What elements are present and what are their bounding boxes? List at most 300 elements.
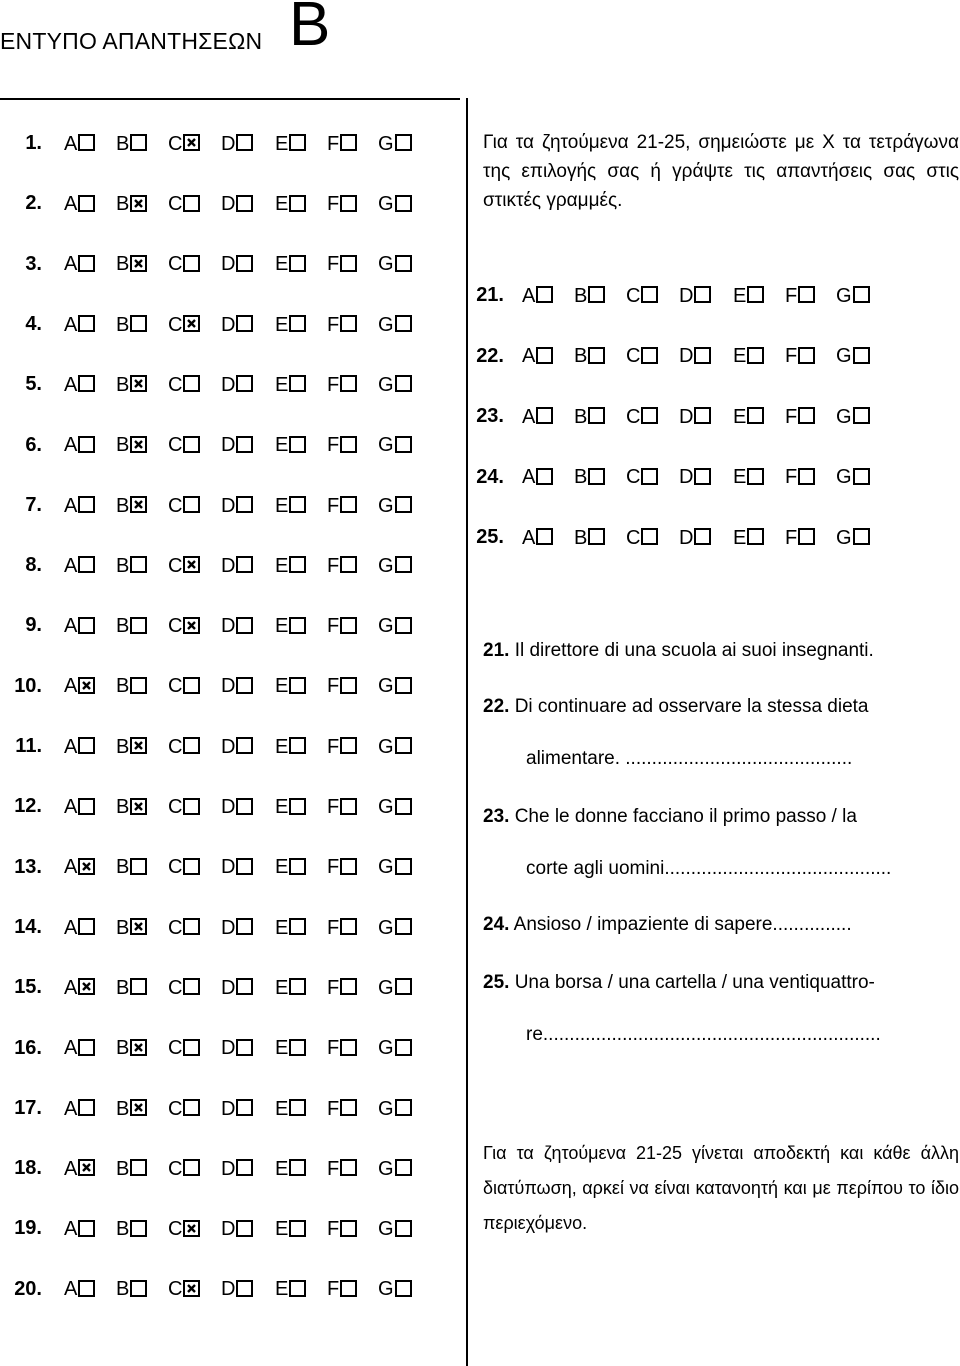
checkbox[interactable] bbox=[236, 496, 253, 513]
checkbox[interactable] bbox=[340, 1220, 357, 1237]
checkbox[interactable] bbox=[236, 255, 253, 272]
checkbox[interactable] bbox=[78, 1039, 95, 1056]
question-number: 25. bbox=[476, 526, 504, 548]
option-d bbox=[221, 309, 253, 340]
checkbox[interactable] bbox=[588, 468, 605, 485]
option-b bbox=[116, 369, 147, 400]
checkbox[interactable] bbox=[340, 1039, 357, 1056]
checked-checkbox[interactable] bbox=[130, 436, 147, 453]
option-f bbox=[785, 280, 815, 311]
option-letter: D bbox=[221, 735, 236, 758]
option-letter: E bbox=[275, 1037, 289, 1060]
option-letter: D bbox=[221, 615, 236, 638]
option-letter: F bbox=[327, 494, 340, 517]
option-letter: A bbox=[64, 1157, 78, 1180]
checked-checkbox[interactable] bbox=[130, 255, 147, 272]
option-e bbox=[733, 522, 764, 553]
checked-checkbox[interactable] bbox=[183, 134, 200, 151]
checkbox[interactable] bbox=[289, 1159, 306, 1176]
option-a bbox=[64, 1093, 95, 1124]
checkbox[interactable] bbox=[340, 556, 357, 573]
checkbox[interactable] bbox=[395, 1099, 412, 1116]
form-title: ΕΝΤΥΠΟ ΑΠΑΝΤΗΣΕΩΝ bbox=[0, 28, 263, 54]
checkbox[interactable] bbox=[289, 918, 306, 935]
option-e bbox=[275, 550, 306, 581]
checkbox[interactable] bbox=[289, 677, 306, 694]
checked-checkbox[interactable] bbox=[130, 496, 147, 513]
option-g bbox=[378, 972, 412, 1003]
checkbox[interactable] bbox=[130, 556, 147, 573]
option-letter: E bbox=[275, 253, 289, 276]
checked-checkbox[interactable] bbox=[130, 195, 147, 212]
checkbox[interactable] bbox=[236, 677, 253, 694]
option-letter: E bbox=[275, 615, 289, 638]
option-letter: A bbox=[64, 916, 78, 939]
option-e bbox=[275, 610, 306, 641]
option-a bbox=[522, 401, 553, 432]
checkbox[interactable] bbox=[641, 528, 658, 545]
option-letter: C bbox=[626, 466, 641, 489]
checkbox[interactable] bbox=[183, 1039, 200, 1056]
checkbox[interactable] bbox=[395, 1159, 412, 1176]
option-letter: C bbox=[168, 193, 183, 216]
option-e bbox=[733, 462, 764, 493]
written-answer-line bbox=[483, 806, 857, 828]
checkbox[interactable] bbox=[747, 347, 764, 364]
option-g bbox=[836, 341, 870, 372]
checkbox[interactable] bbox=[78, 195, 95, 212]
option-a bbox=[64, 550, 95, 581]
option-a bbox=[64, 1213, 95, 1244]
question-row bbox=[462, 280, 882, 310]
option-letter: F bbox=[327, 132, 340, 155]
checkbox[interactable] bbox=[78, 436, 95, 453]
checkbox[interactable] bbox=[340, 978, 357, 995]
option-letter: F bbox=[327, 1097, 340, 1120]
checkbox[interactable] bbox=[130, 617, 147, 634]
option-a bbox=[64, 309, 95, 340]
checkbox[interactable] bbox=[183, 918, 200, 935]
checkbox[interactable] bbox=[289, 798, 306, 815]
checkbox[interactable] bbox=[395, 255, 412, 272]
checkbox[interactable] bbox=[798, 528, 815, 545]
checked-checkbox[interactable] bbox=[130, 1039, 147, 1056]
option-f bbox=[327, 791, 357, 822]
option-b bbox=[116, 1033, 147, 1064]
option-a bbox=[64, 731, 95, 762]
option-letter: C bbox=[168, 434, 183, 457]
checked-checkbox[interactable] bbox=[183, 315, 200, 332]
option-letter: B bbox=[116, 1157, 130, 1180]
checkbox[interactable] bbox=[130, 1159, 147, 1176]
option-b bbox=[116, 731, 147, 762]
checked-checkbox[interactable] bbox=[183, 1280, 200, 1297]
checkbox[interactable] bbox=[641, 286, 658, 303]
checked-checkbox[interactable] bbox=[78, 978, 95, 995]
answer-number: 22. bbox=[483, 696, 510, 717]
answer-text: re................................................................ bbox=[526, 1024, 881, 1045]
answer-text: corte agli uomini........................................... bbox=[526, 858, 892, 879]
checked-checkbox[interactable] bbox=[78, 1159, 95, 1176]
checkbox[interactable] bbox=[853, 407, 870, 424]
option-letter: D bbox=[221, 494, 236, 517]
checkbox[interactable] bbox=[289, 375, 306, 392]
checkbox[interactable] bbox=[236, 737, 253, 754]
checkbox[interactable] bbox=[183, 436, 200, 453]
checked-checkbox[interactable] bbox=[130, 737, 147, 754]
checkbox[interactable] bbox=[236, 1280, 253, 1297]
checkbox[interactable] bbox=[694, 286, 711, 303]
checkbox[interactable] bbox=[641, 468, 658, 485]
checkbox[interactable] bbox=[236, 1099, 253, 1116]
checkbox[interactable] bbox=[395, 1280, 412, 1297]
checkbox[interactable] bbox=[536, 528, 553, 545]
checkbox[interactable] bbox=[236, 978, 253, 995]
checkbox[interactable] bbox=[78, 1280, 95, 1297]
checkbox[interactable] bbox=[340, 496, 357, 513]
checkbox[interactable] bbox=[236, 1039, 253, 1056]
option-letter: A bbox=[64, 494, 78, 517]
checkbox[interactable] bbox=[395, 375, 412, 392]
checkbox[interactable] bbox=[694, 528, 711, 545]
checkbox[interactable] bbox=[747, 407, 764, 424]
checkbox[interactable] bbox=[340, 134, 357, 151]
option-letter: D bbox=[221, 1097, 236, 1120]
checkbox[interactable] bbox=[340, 737, 357, 754]
question-number: 2. bbox=[25, 192, 42, 215]
option-f bbox=[327, 610, 357, 641]
checkbox[interactable] bbox=[853, 286, 870, 303]
option-b bbox=[116, 1093, 147, 1124]
checkbox[interactable] bbox=[289, 858, 306, 875]
option-letter: E bbox=[275, 313, 289, 336]
checkbox[interactable] bbox=[289, 1039, 306, 1056]
option-f bbox=[327, 671, 357, 702]
checkbox[interactable] bbox=[183, 858, 200, 875]
option-letter: F bbox=[327, 856, 340, 879]
option-letter: A bbox=[64, 735, 78, 758]
option-letter: D bbox=[679, 284, 694, 307]
option-letter: G bbox=[378, 373, 394, 396]
checkbox[interactable] bbox=[289, 1099, 306, 1116]
option-letter: D bbox=[679, 466, 694, 489]
option-e bbox=[275, 249, 306, 280]
checkbox[interactable] bbox=[78, 617, 95, 634]
option-letter: G bbox=[378, 434, 394, 457]
option-letter: G bbox=[378, 313, 394, 336]
checkbox[interactable] bbox=[853, 347, 870, 364]
written-answer-line bbox=[526, 748, 852, 770]
option-b bbox=[574, 341, 605, 372]
checkbox[interactable] bbox=[236, 556, 253, 573]
checkbox[interactable] bbox=[236, 1220, 253, 1237]
question-row bbox=[0, 731, 420, 761]
checkbox[interactable] bbox=[798, 347, 815, 364]
option-letter: C bbox=[168, 554, 183, 577]
checkbox[interactable] bbox=[588, 407, 605, 424]
checkbox[interactable] bbox=[130, 677, 147, 694]
option-a bbox=[64, 671, 95, 702]
checkbox[interactable] bbox=[183, 375, 200, 392]
checkbox[interactable] bbox=[588, 286, 605, 303]
question-number: 14. bbox=[14, 915, 42, 938]
option-letter: D bbox=[221, 434, 236, 457]
checkbox[interactable] bbox=[289, 617, 306, 634]
checkbox[interactable] bbox=[78, 375, 95, 392]
checkbox[interactable] bbox=[395, 617, 412, 634]
option-c bbox=[168, 972, 200, 1003]
checkbox[interactable] bbox=[853, 528, 870, 545]
checkbox[interactable] bbox=[289, 1280, 306, 1297]
option-letter: A bbox=[64, 434, 78, 457]
checkbox[interactable] bbox=[183, 496, 200, 513]
option-f bbox=[327, 490, 357, 521]
checkbox[interactable] bbox=[694, 407, 711, 424]
checkbox[interactable] bbox=[183, 1099, 200, 1116]
checkbox[interactable] bbox=[395, 858, 412, 875]
checkbox[interactable] bbox=[130, 978, 147, 995]
checkbox[interactable] bbox=[289, 436, 306, 453]
checkbox[interactable] bbox=[641, 407, 658, 424]
option-b bbox=[116, 1274, 147, 1305]
option-g bbox=[378, 430, 412, 461]
checkbox[interactable] bbox=[289, 134, 306, 151]
checkbox[interactable] bbox=[641, 347, 658, 364]
option-letter: F bbox=[327, 434, 340, 457]
option-letter: B bbox=[574, 405, 588, 428]
checkbox[interactable] bbox=[183, 255, 200, 272]
checkbox[interactable] bbox=[536, 407, 553, 424]
checkbox[interactable] bbox=[289, 255, 306, 272]
option-f bbox=[327, 1153, 357, 1184]
checkbox[interactable] bbox=[130, 315, 147, 332]
option-f bbox=[327, 1033, 357, 1064]
checked-checkbox[interactable] bbox=[183, 1220, 200, 1237]
checkbox[interactable] bbox=[78, 798, 95, 815]
checkbox[interactable] bbox=[694, 347, 711, 364]
option-a bbox=[522, 462, 553, 493]
checkbox[interactable] bbox=[236, 315, 253, 332]
checkbox[interactable] bbox=[236, 798, 253, 815]
option-letter: A bbox=[64, 1218, 78, 1241]
checkbox[interactable] bbox=[130, 1280, 147, 1297]
option-letter: B bbox=[574, 526, 588, 549]
question-number: 21. bbox=[476, 284, 504, 306]
option-d bbox=[221, 550, 253, 581]
option-letter: A bbox=[522, 466, 536, 489]
checked-checkbox[interactable] bbox=[130, 798, 147, 815]
checkbox[interactable] bbox=[395, 677, 412, 694]
option-letter: G bbox=[378, 916, 394, 939]
option-b bbox=[116, 610, 147, 641]
checkbox[interactable] bbox=[798, 468, 815, 485]
checkbox[interactable] bbox=[78, 496, 95, 513]
checkbox[interactable] bbox=[536, 468, 553, 485]
checkbox[interactable] bbox=[747, 286, 764, 303]
checkbox[interactable] bbox=[340, 798, 357, 815]
checkbox[interactable] bbox=[236, 918, 253, 935]
checkbox[interactable] bbox=[183, 737, 200, 754]
option-a bbox=[64, 490, 95, 521]
checkbox[interactable] bbox=[395, 978, 412, 995]
option-letter: E bbox=[275, 976, 289, 999]
checkbox[interactable] bbox=[236, 195, 253, 212]
option-b bbox=[116, 791, 147, 822]
checkbox[interactable] bbox=[395, 496, 412, 513]
option-c bbox=[168, 912, 200, 943]
option-d bbox=[221, 490, 253, 521]
checkbox[interactable] bbox=[340, 195, 357, 212]
option-letter: B bbox=[116, 494, 130, 517]
checkbox[interactable] bbox=[236, 858, 253, 875]
checkbox[interactable] bbox=[78, 255, 95, 272]
checkbox[interactable] bbox=[236, 375, 253, 392]
checkbox[interactable] bbox=[130, 858, 147, 875]
written-answer-line bbox=[483, 972, 875, 994]
option-letter: D bbox=[221, 856, 236, 879]
checkbox[interactable] bbox=[395, 798, 412, 815]
checkbox[interactable] bbox=[340, 677, 357, 694]
checkbox[interactable] bbox=[395, 134, 412, 151]
checkbox[interactable] bbox=[183, 798, 200, 815]
checkbox[interactable] bbox=[78, 918, 95, 935]
checkbox[interactable] bbox=[395, 195, 412, 212]
option-g bbox=[378, 791, 412, 822]
checkbox[interactable] bbox=[340, 918, 357, 935]
option-g bbox=[378, 912, 412, 943]
option-e bbox=[275, 309, 306, 340]
option-letter: B bbox=[116, 1278, 130, 1301]
checkbox[interactable] bbox=[236, 134, 253, 151]
checkbox[interactable] bbox=[395, 436, 412, 453]
checkbox[interactable] bbox=[130, 134, 147, 151]
checked-checkbox[interactable] bbox=[78, 677, 95, 694]
option-letter: C bbox=[168, 916, 183, 939]
option-letter: F bbox=[327, 615, 340, 638]
option-letter: F bbox=[327, 796, 340, 819]
option-letter: B bbox=[116, 373, 130, 396]
option-letter: A bbox=[64, 1037, 78, 1060]
checkbox[interactable] bbox=[289, 195, 306, 212]
option-letter: G bbox=[378, 554, 394, 577]
checkbox[interactable] bbox=[395, 737, 412, 754]
checkbox[interactable] bbox=[395, 1220, 412, 1237]
checkbox[interactable] bbox=[289, 1220, 306, 1237]
checkbox[interactable] bbox=[183, 677, 200, 694]
option-b bbox=[116, 671, 147, 702]
checkbox[interactable] bbox=[588, 528, 605, 545]
checkbox[interactable] bbox=[340, 436, 357, 453]
checkbox[interactable] bbox=[747, 468, 764, 485]
checkbox[interactable] bbox=[853, 468, 870, 485]
checkbox[interactable] bbox=[289, 315, 306, 332]
option-b bbox=[574, 401, 605, 432]
option-letter: D bbox=[221, 373, 236, 396]
checkbox[interactable] bbox=[395, 1039, 412, 1056]
option-letter: G bbox=[836, 284, 852, 307]
checkbox[interactable] bbox=[340, 1280, 357, 1297]
option-letter: D bbox=[679, 526, 694, 549]
checkbox[interactable] bbox=[536, 286, 553, 303]
checkbox[interactable] bbox=[340, 255, 357, 272]
option-letter: F bbox=[327, 976, 340, 999]
checked-checkbox[interactable] bbox=[130, 918, 147, 935]
checkbox[interactable] bbox=[183, 978, 200, 995]
checkbox[interactable] bbox=[289, 556, 306, 573]
checkbox[interactable] bbox=[340, 1099, 357, 1116]
checkbox[interactable] bbox=[78, 134, 95, 151]
checkbox[interactable] bbox=[183, 1159, 200, 1176]
option-b bbox=[574, 280, 605, 311]
option-g bbox=[836, 401, 870, 432]
checked-checkbox[interactable] bbox=[130, 375, 147, 392]
option-g bbox=[378, 490, 412, 521]
checkbox[interactable] bbox=[798, 407, 815, 424]
option-letter: G bbox=[378, 193, 394, 216]
option-c bbox=[168, 430, 200, 461]
checkbox[interactable] bbox=[289, 737, 306, 754]
option-d bbox=[221, 972, 253, 1003]
checkbox[interactable] bbox=[78, 1220, 95, 1237]
option-letter: C bbox=[168, 615, 183, 638]
option-a bbox=[64, 128, 95, 159]
option-letter: A bbox=[64, 675, 78, 698]
option-letter: B bbox=[574, 284, 588, 307]
option-c bbox=[168, 249, 200, 280]
checked-checkbox[interactable] bbox=[130, 1099, 147, 1116]
checkbox[interactable] bbox=[798, 286, 815, 303]
question-number: 6. bbox=[25, 433, 42, 456]
checkbox[interactable] bbox=[78, 1099, 95, 1116]
checkbox[interactable] bbox=[289, 978, 306, 995]
option-letter: C bbox=[168, 1218, 183, 1241]
checked-checkbox[interactable] bbox=[183, 556, 200, 573]
option-d bbox=[221, 430, 253, 461]
option-letter: F bbox=[327, 1218, 340, 1241]
checkbox[interactable] bbox=[340, 858, 357, 875]
option-g bbox=[378, 1213, 412, 1244]
checkbox[interactable] bbox=[747, 528, 764, 545]
option-g bbox=[378, 550, 412, 581]
question-number: 7. bbox=[25, 493, 42, 516]
option-letter: D bbox=[221, 1218, 236, 1241]
checkbox[interactable] bbox=[289, 496, 306, 513]
checkbox[interactable] bbox=[694, 468, 711, 485]
checkbox[interactable] bbox=[340, 315, 357, 332]
checkbox[interactable] bbox=[395, 315, 412, 332]
checkbox[interactable] bbox=[340, 1159, 357, 1176]
checkbox[interactable] bbox=[536, 347, 553, 364]
checkbox[interactable] bbox=[395, 556, 412, 573]
question-number: 17. bbox=[14, 1096, 42, 1119]
option-letter: F bbox=[785, 405, 798, 428]
checkbox[interactable] bbox=[78, 737, 95, 754]
checkbox[interactable] bbox=[130, 1220, 147, 1237]
checkbox[interactable] bbox=[236, 436, 253, 453]
checked-checkbox[interactable] bbox=[78, 858, 95, 875]
option-e bbox=[275, 1213, 306, 1244]
checkbox[interactable] bbox=[236, 1159, 253, 1176]
checkbox[interactable] bbox=[78, 556, 95, 573]
checkbox[interactable] bbox=[340, 375, 357, 392]
checkbox[interactable] bbox=[236, 617, 253, 634]
checked-checkbox[interactable] bbox=[183, 617, 200, 634]
checkbox[interactable] bbox=[395, 918, 412, 935]
checkbox[interactable] bbox=[588, 347, 605, 364]
checkbox[interactable] bbox=[183, 195, 200, 212]
checkbox[interactable] bbox=[78, 315, 95, 332]
checkbox[interactable] bbox=[340, 617, 357, 634]
